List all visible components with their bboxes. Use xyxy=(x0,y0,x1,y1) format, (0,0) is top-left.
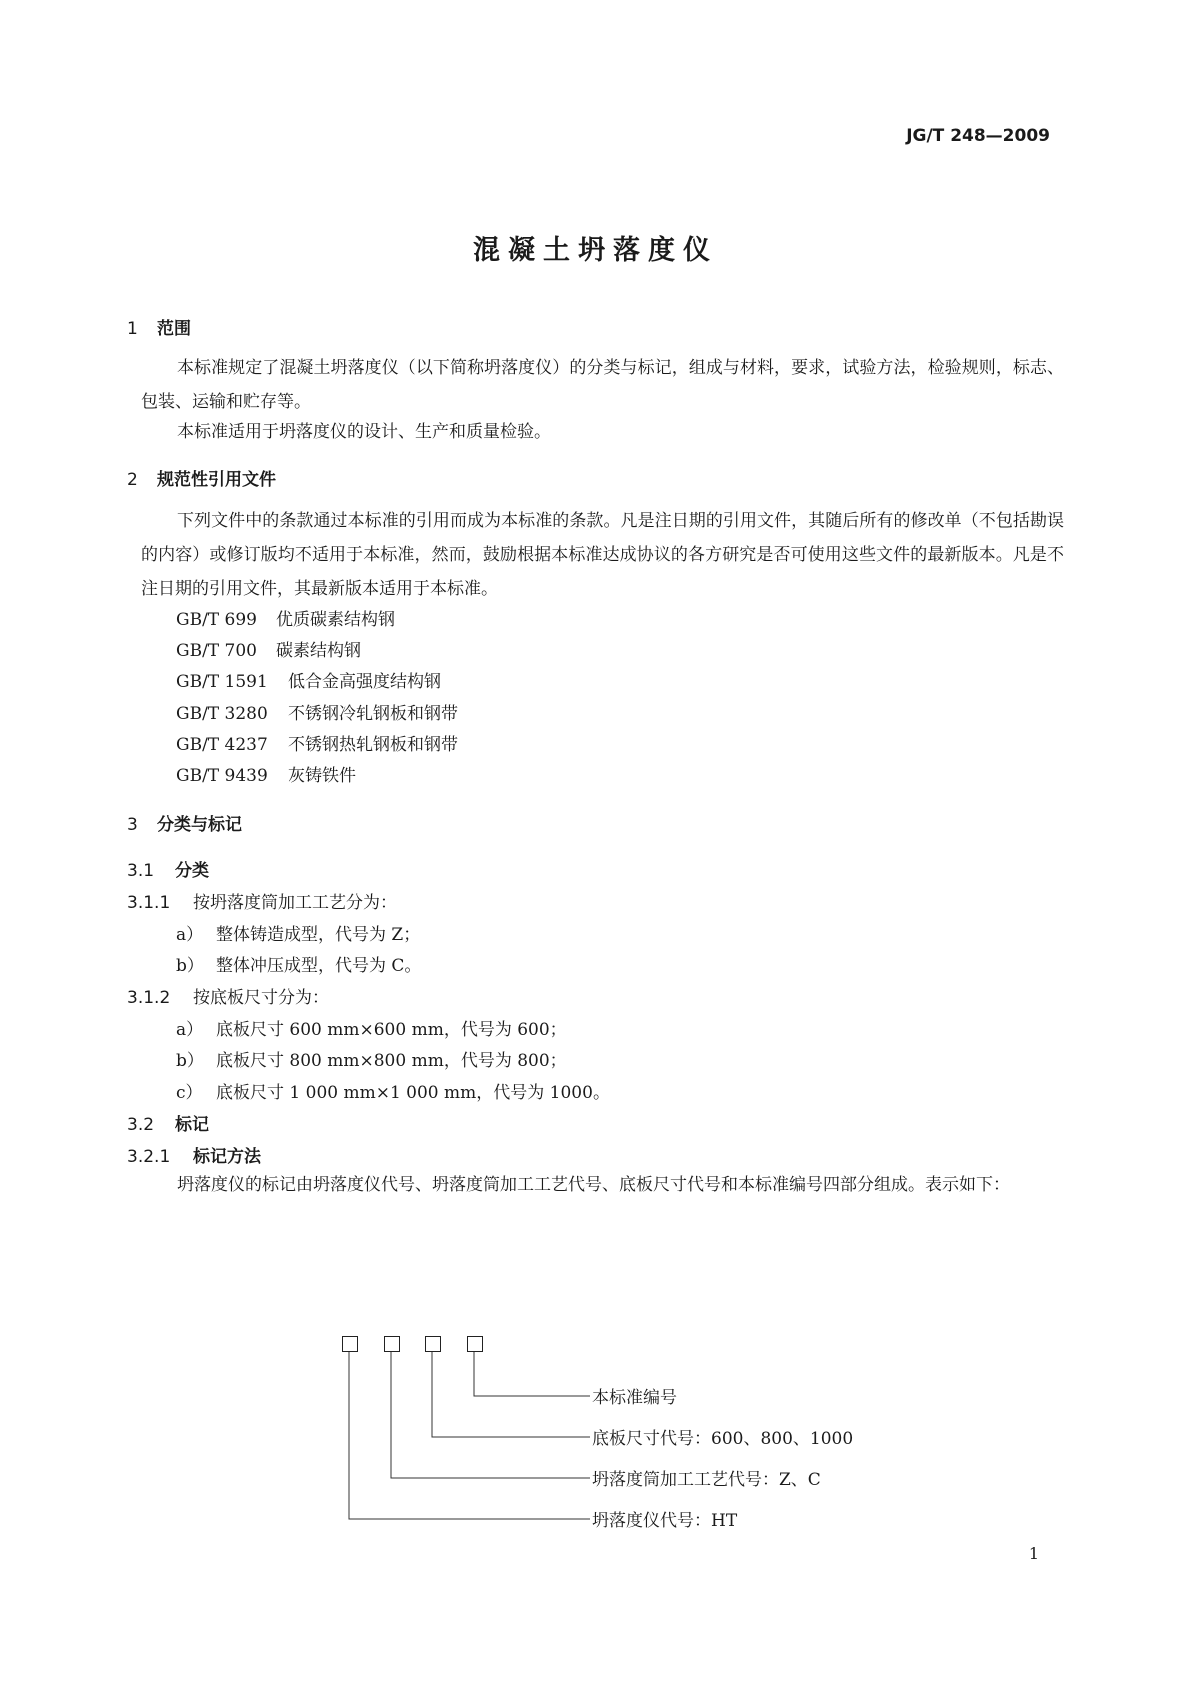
list-item-label: a） xyxy=(176,925,204,945)
list-item-text: 底板尺寸 1 000 mm×1 000 mm，代号为 1000。 xyxy=(216,1083,610,1103)
list-item-label: a） xyxy=(176,1020,204,1040)
reference-name: 低合金高强度结构钢 xyxy=(288,672,441,692)
list-item-text: 底板尺寸 600 mm×600 mm，代号为 600； xyxy=(216,1020,567,1040)
reference-code: GB/T 9439 xyxy=(176,766,268,786)
reference-code: GB/T 699 xyxy=(176,610,257,630)
section-1-paragraph-2: 本标准适用于坍落度仪的设计、生产和质量检验。 xyxy=(177,422,551,442)
section-3-1-number: 3.1 xyxy=(127,861,155,881)
list-item-text: 整体冲压成型，代号为 C。 xyxy=(216,956,422,976)
section-1-number: 1 xyxy=(127,319,138,339)
leader-line-4 xyxy=(474,1352,590,1396)
reference-name: 优质碳素结构钢 xyxy=(276,610,395,630)
section-3-number: 3 xyxy=(127,815,138,835)
section-3-1-1-number: 3.1.1 xyxy=(127,893,171,913)
section-1-paragraph-1: 本标准规定了混凝土坍落度仪（以下简称坍落度仪）的分类与标记，组成与材料，要求，试验方法，检验规则，标志、包装、运输和贮存等。 xyxy=(141,358,1064,412)
section-3-1-2-number: 3.1.2 xyxy=(127,988,171,1008)
reference-code: GB/T 4237 xyxy=(176,735,268,755)
section-2-paragraph-1: 下列文件中的条款通过本标准的引用而成为本标准的条款。凡是注日期的引用文件，其随后所有的修改单（不包括勘误的内容）或修订版均不适用于本标准，然而，鼓励根据本标准达成协议的各方研究是否可使用这些文件的最新版本。凡是不注日期的引用文件，其最新版本适用于本标准。 xyxy=(141,511,1064,599)
reference-code: GB/T 1591 xyxy=(176,672,268,692)
leader-line-2 xyxy=(391,1352,590,1478)
reference-code: GB/T 3280 xyxy=(176,704,268,724)
diagram-label-standard-number: 本标准编号 xyxy=(592,1388,677,1408)
list-item-text: 底板尺寸 800 mm×800 mm，代号为 800； xyxy=(216,1051,567,1071)
standard-number: JG/T 248—2009 xyxy=(906,126,1050,146)
diagram-label-instrument: 坍落度仪代号：HT xyxy=(592,1511,738,1531)
section-2-number: 2 xyxy=(127,470,138,490)
section-3-1-2-title: 按底板尺寸分为： xyxy=(193,988,329,1008)
section-3-1-1-title: 按坍落度筒加工工艺分为： xyxy=(193,893,397,913)
section-3-2-title: 标记 xyxy=(175,1115,209,1135)
section-2-title: 规范性引用文件 xyxy=(157,470,276,490)
leader-line-3 xyxy=(432,1352,590,1437)
reference-code: GB/T 700 xyxy=(176,641,257,661)
list-item-label: c） xyxy=(176,1083,203,1103)
reference-name: 灰铸铁件 xyxy=(288,766,356,786)
list-item-text: 整体铸造成型，代号为 Z； xyxy=(216,925,421,945)
section-3-2-number: 3.2 xyxy=(127,1115,155,1135)
section-3-2-1-paragraph: 坍落度仪的标记由坍落度仪代号、坍落度筒加工工艺代号、底板尺寸代号和本标准编号四部分组成。表示如下： xyxy=(177,1175,1010,1195)
list-item-label: b） xyxy=(176,956,204,976)
reference-name: 不锈钢热轧钢板和钢带 xyxy=(288,735,458,755)
section-3-2-1-number: 3.2.1 xyxy=(127,1147,171,1167)
reference-name: 碳素结构钢 xyxy=(276,641,361,661)
section-1-title: 范围 xyxy=(157,319,191,339)
leader-line-1 xyxy=(349,1352,590,1519)
section-3-title: 分类与标记 xyxy=(157,815,242,835)
page-number: 1 xyxy=(1028,1544,1039,1563)
list-item-label: b） xyxy=(176,1051,204,1071)
reference-name: 不锈钢冷轧钢板和钢带 xyxy=(288,704,458,724)
diagram-label-base-size: 底板尺寸代号：600、800、1000 xyxy=(592,1429,854,1449)
diagram-label-process: 坍落度筒加工工艺代号：Z、C xyxy=(592,1470,821,1490)
section-3-1-title: 分类 xyxy=(175,861,209,881)
section-3-2-1-title: 标记方法 xyxy=(193,1147,261,1167)
document-title: 混凝土坍落度仪 xyxy=(473,235,718,266)
